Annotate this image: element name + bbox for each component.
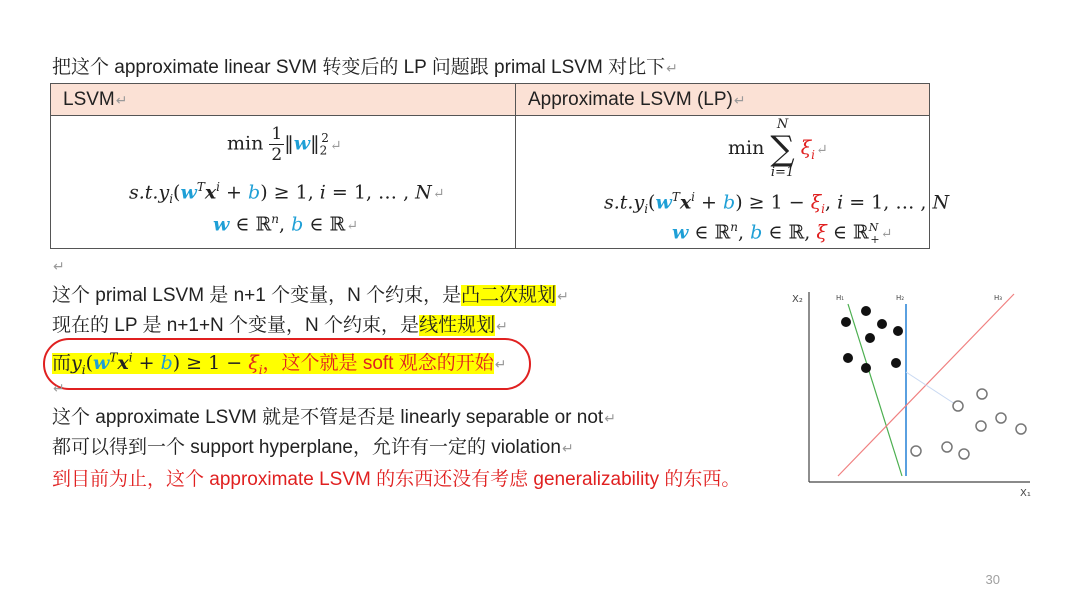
para1-line1: 这个 primal LSVM 是 n+1 个变量，N 个约束，是凸二次规划↵ bbox=[52, 285, 569, 306]
approx-formula-cell bbox=[516, 116, 950, 249]
para1-line3-tail: ，这个就是 soft 观念的开始 bbox=[262, 353, 494, 375]
approx-constraint: $s.t.y_i(w^Tx^i + b) \ge 1 - \xi_i$, i = 1, … , N bbox=[604, 190, 950, 217]
highlight-lp: 线性规划 bbox=[419, 315, 496, 336]
h1-label: H₁ bbox=[836, 294, 845, 302]
point-b bbox=[953, 401, 963, 411]
axis-x-label: X₁ bbox=[1020, 488, 1031, 499]
table-header-row bbox=[51, 84, 930, 116]
header-lsvm-label: LSVM bbox=[63, 88, 115, 110]
table-formula-row bbox=[51, 116, 930, 249]
lsvm-domain: w ∈ ℝ$^n$, b ∈ ℝ↵ bbox=[213, 212, 358, 236]
header-approx-label: Approximate LSVM (LP) bbox=[528, 88, 733, 110]
para1-line3-lead: 而 bbox=[52, 353, 72, 375]
point-a bbox=[861, 306, 871, 316]
approx-objective: min N ∑ i=1 $\xi_i↵$ bbox=[728, 117, 828, 180]
point-a bbox=[893, 326, 903, 336]
point-b bbox=[976, 421, 986, 431]
point-b bbox=[959, 449, 969, 459]
para2-line2: 都可以得到一个 support hyperplane，允许有一定的 violation↵ bbox=[52, 437, 574, 458]
h3-label: H₃ bbox=[994, 294, 1003, 302]
class-a-points bbox=[841, 306, 903, 373]
margin-line bbox=[906, 372, 958, 406]
point-b bbox=[996, 413, 1006, 423]
para1-line1-text: 这个 primal LSVM 是 n+1 个变量，N 个约束，是 bbox=[52, 285, 462, 306]
para1-line2-text: 现在的 LP 是 n+1+N 个变量，N 个约束，是 bbox=[52, 315, 420, 336]
red-circle-annotation bbox=[43, 338, 531, 390]
header-lsvm: LSVM↵ bbox=[51, 84, 516, 116]
point-a bbox=[843, 353, 853, 363]
lsvm-objective: min $\frac{1}{2}$ $‖w‖_2^2↵$ bbox=[227, 124, 342, 165]
h2-label: H₂ bbox=[896, 294, 905, 302]
point-a bbox=[861, 363, 871, 373]
page-number: 30 bbox=[985, 572, 1000, 587]
point-b bbox=[911, 446, 921, 456]
approx-domain: w ∈ ℝ$^n$, b ∈ ℝ, ξ ∈ ℝ$^N_+$↵ bbox=[672, 220, 893, 247]
point-a bbox=[891, 358, 901, 368]
point-a bbox=[877, 319, 887, 329]
para2-line1-text: 这个 approximate LSVM 就是不管是否是 linearly separable or not bbox=[52, 407, 604, 428]
comparison-table bbox=[50, 83, 950, 249]
point-a bbox=[841, 317, 851, 327]
para1-line2: 现在的 LP 是 n+1+N 个变量，N 个约束，是线性规划↵ bbox=[52, 315, 508, 336]
point-b bbox=[942, 442, 952, 452]
point-a bbox=[865, 333, 875, 343]
para2-line3 bbox=[52, 468, 740, 492]
lsvm-formula-cell bbox=[51, 116, 516, 249]
blank-line-1: ↵ bbox=[53, 258, 65, 274]
blank-line-2: ↵ bbox=[53, 380, 65, 396]
header-approx-lsvm: Approximate LSVM (LP)↵ bbox=[516, 84, 930, 116]
highlight-convex-qp: 凸二次规划 bbox=[461, 285, 557, 306]
point-b bbox=[977, 389, 987, 399]
para2-line3-text: 到目前为止，这个 approximate LSVM 的东西还没有考虑 generalizability 的东西。 bbox=[52, 469, 741, 490]
intro-text: 把这个 approximate linear SVM 转变后的 LP 问题跟 primal LSVM 对比下↵ bbox=[52, 57, 678, 78]
point-b bbox=[1016, 424, 1026, 434]
para1-line3: 而$y_i(w^Tx^i + b) \ge 1 - \xi_i$，这个就是 soft 观念的开始↵ bbox=[52, 351, 507, 378]
lsvm-constraint: $s.t.y_i(w^Tx^i + b) \ge 1$, i = 1, … , N↵ bbox=[129, 180, 445, 207]
soft-constraint-highlight: 而$y_i(w^Tx^i + b) \ge 1 - \xi_i$，这个就是 soft 观念的开始 bbox=[52, 351, 494, 378]
axis-y-label: X₂ bbox=[792, 294, 803, 305]
hyperplane-figure bbox=[790, 278, 1040, 500]
para2-line2-text: 都可以得到一个 support hyperplane，允许有一定的 violation bbox=[52, 437, 561, 458]
para2-line1: 这个 approximate LSVM 就是不管是否是 linearly separable or not↵ bbox=[52, 407, 616, 428]
class-b-points bbox=[911, 389, 1026, 459]
intro-label: 把这个 approximate linear SVM 转变后的 LP 问题跟 primal LSVM 对比下 bbox=[52, 57, 666, 78]
